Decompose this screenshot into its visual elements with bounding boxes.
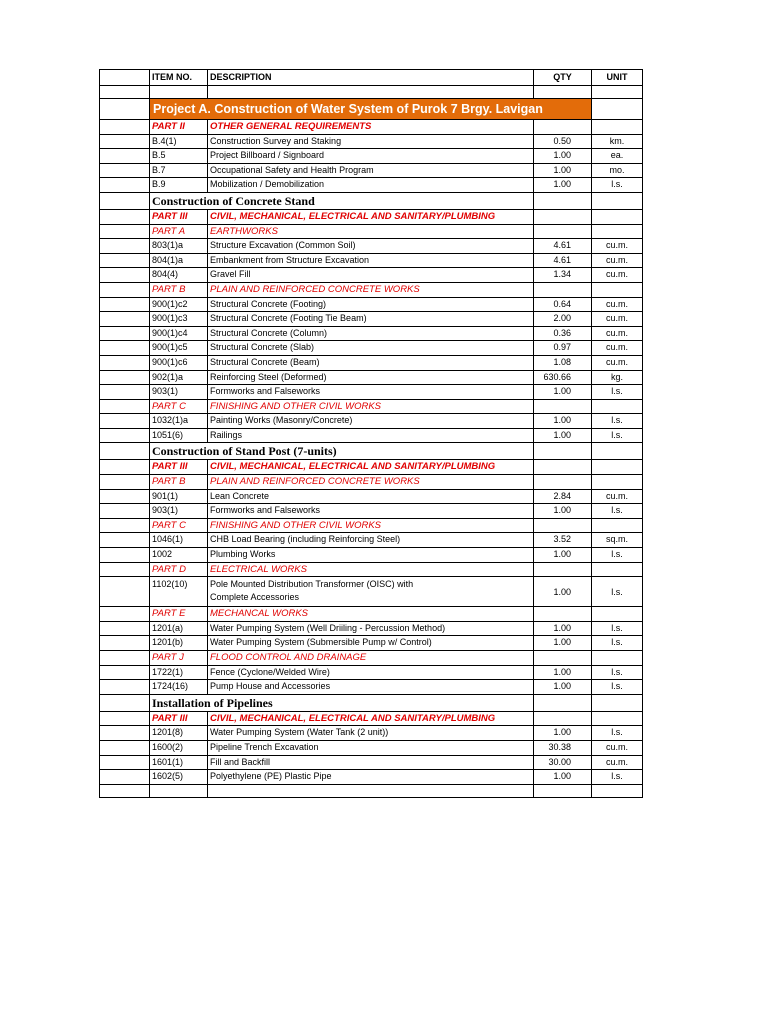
cell-blank bbox=[100, 385, 150, 400]
cell-blank bbox=[592, 711, 643, 726]
line-item-row bbox=[100, 428, 643, 443]
cell-blank bbox=[592, 99, 643, 120]
item-qty: 1.00 bbox=[534, 665, 592, 680]
cell-blank bbox=[100, 268, 150, 283]
line-item-row bbox=[100, 726, 643, 741]
item-unit: l.s. bbox=[592, 178, 643, 193]
cell-blank bbox=[100, 665, 150, 680]
item-description: Plumbing Works bbox=[208, 548, 534, 563]
line-item-row bbox=[100, 414, 643, 429]
section-heading-row bbox=[100, 192, 643, 209]
line-item-row bbox=[100, 740, 643, 755]
item-qty: 30.00 bbox=[534, 755, 592, 770]
item-unit: l.s. bbox=[592, 385, 643, 400]
item-no: 901(1) bbox=[150, 489, 208, 504]
section-title: Installation of Pipelines bbox=[150, 694, 534, 711]
item-description: Structure Excavation (Common Soil) bbox=[208, 239, 534, 254]
line-item-row bbox=[100, 770, 643, 785]
item-qty: 1.08 bbox=[534, 355, 592, 370]
part-code: PART III bbox=[150, 711, 208, 726]
cell-blank bbox=[100, 694, 150, 711]
section-title: Construction of Concrete Stand bbox=[150, 192, 534, 209]
cell-blank bbox=[100, 282, 150, 297]
item-description: Embankment from Structure Excavation bbox=[208, 253, 534, 268]
item-qty: 1.00 bbox=[534, 149, 592, 164]
cell-blank bbox=[534, 443, 592, 460]
item-unit: cu.m. bbox=[592, 740, 643, 755]
cell-blank bbox=[100, 120, 150, 135]
line-item-row bbox=[100, 577, 643, 607]
part-code: PART C bbox=[150, 518, 208, 533]
line-item-row bbox=[100, 178, 643, 193]
item-no: 1600(2) bbox=[150, 740, 208, 755]
section-heading-row bbox=[100, 443, 643, 460]
cell-blank bbox=[534, 475, 592, 490]
item-no: 900(1)c4 bbox=[150, 326, 208, 341]
item-no: 900(1)c5 bbox=[150, 341, 208, 356]
line-item-row bbox=[100, 297, 643, 312]
item-qty: 0.64 bbox=[534, 297, 592, 312]
header-row bbox=[100, 70, 643, 86]
item-unit: cu.m. bbox=[592, 239, 643, 254]
cell-blank bbox=[592, 209, 643, 224]
part-title: CIVIL, MECHANICAL, ELECTRICAL AND SANITARY/PLUMBING bbox=[208, 460, 534, 475]
item-unit: sq.m. bbox=[592, 533, 643, 548]
item-description-line: Complete Accessories bbox=[210, 592, 300, 603]
cell-blank bbox=[100, 651, 150, 666]
cell-blank bbox=[534, 651, 592, 666]
cell-blank bbox=[534, 209, 592, 224]
cell-blank bbox=[100, 475, 150, 490]
item-no: 900(1)c6 bbox=[150, 355, 208, 370]
cell-blank bbox=[100, 192, 150, 209]
item-description: CHB Load Bearing (including Reinforcing Steel) bbox=[208, 533, 534, 548]
boq-table-body bbox=[100, 70, 643, 798]
cell-blank bbox=[592, 192, 643, 209]
item-no: 1046(1) bbox=[150, 533, 208, 548]
line-item-row bbox=[100, 489, 643, 504]
item-qty: 1.00 bbox=[534, 428, 592, 443]
item-description: Polyethylene (PE) Plastic Pipe bbox=[208, 770, 534, 785]
item-unit: cu.m. bbox=[592, 326, 643, 341]
cell-blank bbox=[534, 399, 592, 414]
cell-blank bbox=[100, 489, 150, 504]
item-no: B.9 bbox=[150, 178, 208, 193]
cell-blank bbox=[534, 192, 592, 209]
item-no: 1602(5) bbox=[150, 770, 208, 785]
item-qty: 4.61 bbox=[534, 239, 592, 254]
item-no: 902(1)a bbox=[150, 370, 208, 385]
item-qty: 2.84 bbox=[534, 489, 592, 504]
cell-blank bbox=[100, 770, 150, 785]
cell-blank bbox=[592, 475, 643, 490]
item-no: 1002 bbox=[150, 548, 208, 563]
cell-blank bbox=[100, 239, 150, 254]
cell-blank bbox=[534, 694, 592, 711]
part-code: PART B bbox=[150, 475, 208, 490]
project-title-row bbox=[100, 99, 643, 120]
item-unit: cu.m. bbox=[592, 268, 643, 283]
cell-blank bbox=[534, 224, 592, 239]
item-unit: cu.m. bbox=[592, 253, 643, 268]
item-unit: cu.m. bbox=[592, 312, 643, 327]
cell-blank bbox=[100, 607, 150, 622]
item-description: Water Pumping System (Water Tank (2 unit)) bbox=[208, 726, 534, 741]
header-qty: QTY bbox=[534, 70, 592, 86]
part-code: PART III bbox=[150, 209, 208, 224]
cell-blank bbox=[592, 282, 643, 297]
cell-blank bbox=[592, 443, 643, 460]
item-qty: 1.00 bbox=[534, 621, 592, 636]
item-no: 903(1) bbox=[150, 504, 208, 519]
cell-blank bbox=[100, 399, 150, 414]
item-unit: km. bbox=[592, 134, 643, 149]
item-description: Lean Concrete bbox=[208, 489, 534, 504]
item-qty: 1.00 bbox=[534, 414, 592, 429]
item-qty: 30.38 bbox=[534, 740, 592, 755]
part-code: PART J bbox=[150, 651, 208, 666]
cell-blank bbox=[100, 134, 150, 149]
boq-table bbox=[99, 69, 643, 798]
part-title: PLAIN AND REINFORCED CONCRETE WORKS bbox=[208, 282, 534, 297]
item-description: Project Billboard / Signboard bbox=[208, 149, 534, 164]
cell-blank bbox=[100, 740, 150, 755]
item-no: 1051(6) bbox=[150, 428, 208, 443]
item-unit: cu.m. bbox=[592, 755, 643, 770]
line-item-row bbox=[100, 312, 643, 327]
part-title: OTHER GENERAL REQUIREMENTS bbox=[208, 120, 534, 135]
cell-blank bbox=[592, 460, 643, 475]
item-no: B.5 bbox=[150, 149, 208, 164]
item-unit: l.s. bbox=[592, 577, 643, 607]
cell-blank bbox=[100, 326, 150, 341]
item-qty: 1.00 bbox=[534, 770, 592, 785]
item-no: 1724(16) bbox=[150, 680, 208, 695]
cell-blank bbox=[592, 562, 643, 577]
part-title: FINISHING AND OTHER CIVIL WORKS bbox=[208, 399, 534, 414]
item-qty: 1.00 bbox=[534, 385, 592, 400]
spacer-row bbox=[100, 86, 643, 99]
line-item-row bbox=[100, 385, 643, 400]
part-code: PART E bbox=[150, 607, 208, 622]
item-unit: mo. bbox=[592, 163, 643, 178]
bill-of-quantities-sheet bbox=[99, 69, 642, 798]
line-item-row bbox=[100, 341, 643, 356]
item-description: Structural Concrete (Slab) bbox=[208, 341, 534, 356]
item-qty: 0.97 bbox=[534, 341, 592, 356]
item-no: 804(1)a bbox=[150, 253, 208, 268]
cell-blank bbox=[534, 282, 592, 297]
part-code: PART C bbox=[150, 399, 208, 414]
part-heading-row bbox=[100, 562, 643, 577]
item-description: Gravel Fill bbox=[208, 268, 534, 283]
item-description: Occupational Safety and Health Program bbox=[208, 163, 534, 178]
item-description: Water Pumping System (Submersible Pump w/ Control) bbox=[208, 636, 534, 651]
cell-blank bbox=[592, 518, 643, 533]
cell-blank bbox=[100, 621, 150, 636]
cell-blank bbox=[534, 518, 592, 533]
part-title: CIVIL, MECHANICAL, ELECTRICAL AND SANITARY/PLUMBING bbox=[208, 209, 534, 224]
part-title: FLOOD CONTROL AND DRAINAGE bbox=[208, 651, 534, 666]
line-item-row bbox=[100, 239, 643, 254]
cell-blank bbox=[100, 312, 150, 327]
item-no: 903(1) bbox=[150, 385, 208, 400]
header-item-no: ITEM NO. bbox=[150, 70, 208, 86]
cell-blank bbox=[534, 607, 592, 622]
section-heading-row bbox=[100, 694, 643, 711]
cell-blank bbox=[100, 755, 150, 770]
cell-blank bbox=[592, 86, 643, 99]
line-item-row bbox=[100, 755, 643, 770]
item-unit: cu.m. bbox=[592, 341, 643, 356]
cell-blank bbox=[534, 562, 592, 577]
part-title: PLAIN AND REINFORCED CONCRETE WORKS bbox=[208, 475, 534, 490]
cell-blank bbox=[100, 460, 150, 475]
cell-blank bbox=[150, 784, 208, 797]
cell-blank bbox=[100, 443, 150, 460]
cell-blank bbox=[534, 711, 592, 726]
item-unit: l.s. bbox=[592, 621, 643, 636]
cell-blank bbox=[534, 460, 592, 475]
item-description: Fill and Backfill bbox=[208, 755, 534, 770]
item-unit: l.s. bbox=[592, 414, 643, 429]
cell-blank bbox=[208, 784, 534, 797]
cell-blank bbox=[100, 86, 150, 99]
cell-blank bbox=[534, 784, 592, 797]
item-description: Painting Works (Masonry/Concrete) bbox=[208, 414, 534, 429]
cell-blank bbox=[592, 399, 643, 414]
item-unit: cu.m. bbox=[592, 355, 643, 370]
item-description: Fence (Cyclone/Welded Wire) bbox=[208, 665, 534, 680]
cell-blank bbox=[100, 726, 150, 741]
item-unit: l.s. bbox=[592, 504, 643, 519]
item-description: Railings bbox=[208, 428, 534, 443]
cell-blank bbox=[100, 577, 150, 607]
line-item-row bbox=[100, 149, 643, 164]
part-title: ELECTRICAL WORKS bbox=[208, 562, 534, 577]
item-no: 900(1)c2 bbox=[150, 297, 208, 312]
item-no: B.7 bbox=[150, 163, 208, 178]
cell-blank bbox=[592, 607, 643, 622]
part-heading-row bbox=[100, 224, 643, 239]
part-code: PART D bbox=[150, 562, 208, 577]
item-description bbox=[208, 577, 534, 607]
part-heading-row bbox=[100, 209, 643, 224]
part-heading-row bbox=[100, 282, 643, 297]
section-title: Construction of Stand Post (7-units) bbox=[150, 443, 534, 460]
item-qty: 1.00 bbox=[534, 636, 592, 651]
cell-blank bbox=[592, 120, 643, 135]
part-title: CIVIL, MECHANICAL, ELECTRICAL AND SANITARY/PLUMBING bbox=[208, 711, 534, 726]
item-qty: 3.52 bbox=[534, 533, 592, 548]
item-description: Mobilization / Demobilization bbox=[208, 178, 534, 193]
item-qty: 1.00 bbox=[534, 504, 592, 519]
cell-blank bbox=[100, 370, 150, 385]
item-description: Pipeline Trench Excavation bbox=[208, 740, 534, 755]
cell-blank bbox=[100, 163, 150, 178]
item-unit: l.s. bbox=[592, 680, 643, 695]
line-item-row bbox=[100, 504, 643, 519]
line-item-row bbox=[100, 326, 643, 341]
part-code: PART II bbox=[150, 120, 208, 135]
item-qty: 630.66 bbox=[534, 370, 592, 385]
item-no: 1722(1) bbox=[150, 665, 208, 680]
item-description: Formworks and Falseworks bbox=[208, 385, 534, 400]
item-qty: 1.00 bbox=[534, 178, 592, 193]
line-item-row bbox=[100, 134, 643, 149]
item-unit: l.s. bbox=[592, 726, 643, 741]
item-unit: l.s. bbox=[592, 548, 643, 563]
item-unit: cu.m. bbox=[592, 489, 643, 504]
cell-blank bbox=[100, 253, 150, 268]
line-item-row bbox=[100, 665, 643, 680]
line-item-row bbox=[100, 548, 643, 563]
part-heading-row bbox=[100, 607, 643, 622]
header-blank bbox=[100, 70, 150, 86]
item-unit: l.s. bbox=[592, 636, 643, 651]
header-unit: UNIT bbox=[592, 70, 643, 86]
part-heading-row bbox=[100, 399, 643, 414]
cell-blank bbox=[100, 178, 150, 193]
line-item-row bbox=[100, 253, 643, 268]
line-item-row bbox=[100, 163, 643, 178]
part-heading-row bbox=[100, 120, 643, 135]
cell-blank bbox=[100, 414, 150, 429]
cell-blank bbox=[100, 504, 150, 519]
cell-blank bbox=[592, 651, 643, 666]
item-unit: cu.m. bbox=[592, 297, 643, 312]
item-no: 1201(a) bbox=[150, 621, 208, 636]
cell-blank bbox=[100, 224, 150, 239]
item-unit: kg. bbox=[592, 370, 643, 385]
line-item-row bbox=[100, 370, 643, 385]
item-description: Formworks and Falseworks bbox=[208, 504, 534, 519]
cell-blank bbox=[100, 636, 150, 651]
line-item-row bbox=[100, 355, 643, 370]
item-description: Structural Concrete (Footing Tie Beam) bbox=[208, 312, 534, 327]
cell-blank bbox=[534, 86, 592, 99]
part-heading-row bbox=[100, 475, 643, 490]
part-heading-row bbox=[100, 651, 643, 666]
cell-blank bbox=[100, 341, 150, 356]
part-heading-row bbox=[100, 711, 643, 726]
item-no: B.4(1) bbox=[150, 134, 208, 149]
line-item-row bbox=[100, 621, 643, 636]
cell-blank bbox=[100, 209, 150, 224]
item-description: Structural Concrete (Column) bbox=[208, 326, 534, 341]
line-item-row bbox=[100, 636, 643, 651]
item-no: 900(1)c3 bbox=[150, 312, 208, 327]
item-qty: 0.50 bbox=[534, 134, 592, 149]
item-description: Water Pumping System (Well Driiling - Percussion Method) bbox=[208, 621, 534, 636]
cell-blank bbox=[100, 428, 150, 443]
item-qty: 1.00 bbox=[534, 163, 592, 178]
cell-blank bbox=[150, 86, 208, 99]
item-no: 1201(8) bbox=[150, 726, 208, 741]
line-item-row bbox=[100, 268, 643, 283]
cell-blank bbox=[100, 99, 150, 120]
part-heading-row bbox=[100, 518, 643, 533]
part-title: FINISHING AND OTHER CIVIL WORKS bbox=[208, 518, 534, 533]
item-no: 803(1)a bbox=[150, 239, 208, 254]
spacer-row bbox=[100, 784, 643, 797]
item-no: 1201(b) bbox=[150, 636, 208, 651]
item-description-line: Pole Mounted Distribution Transformer (OISC) with bbox=[210, 579, 414, 590]
item-no: 1102(10) bbox=[150, 577, 208, 607]
part-heading-row bbox=[100, 460, 643, 475]
item-no: 804(4) bbox=[150, 268, 208, 283]
item-no: 1032(1)a bbox=[150, 414, 208, 429]
cell-blank bbox=[100, 680, 150, 695]
item-description: Reinforcing Steel (Deformed) bbox=[208, 370, 534, 385]
item-qty: 2.00 bbox=[534, 312, 592, 327]
item-description: Structural Concrete (Beam) bbox=[208, 355, 534, 370]
item-unit: l.s. bbox=[592, 428, 643, 443]
cell-blank bbox=[208, 86, 534, 99]
part-code: PART III bbox=[150, 460, 208, 475]
part-title: MECHANCAL WORKS bbox=[208, 607, 534, 622]
cell-blank bbox=[100, 355, 150, 370]
cell-blank bbox=[592, 224, 643, 239]
item-qty: 0.36 bbox=[534, 326, 592, 341]
item-unit: l.s. bbox=[592, 665, 643, 680]
cell-blank bbox=[100, 711, 150, 726]
line-item-row bbox=[100, 533, 643, 548]
cell-blank bbox=[534, 120, 592, 135]
item-qty: 4.61 bbox=[534, 253, 592, 268]
cell-blank bbox=[100, 784, 150, 797]
cell-blank bbox=[100, 533, 150, 548]
part-code: PART A bbox=[150, 224, 208, 239]
cell-blank bbox=[592, 694, 643, 711]
item-no: 1601(1) bbox=[150, 755, 208, 770]
cell-blank bbox=[100, 297, 150, 312]
item-description: Pump House and Accessories bbox=[208, 680, 534, 695]
project-title: Project A. Construction of Water System of Purok 7 Brgy. Lavigan bbox=[150, 99, 592, 120]
header-description: DESCRIPTION bbox=[208, 70, 534, 86]
item-qty: 1.00 bbox=[534, 680, 592, 695]
cell-blank bbox=[100, 518, 150, 533]
part-title: EARTHWORKS bbox=[208, 224, 534, 239]
item-qty: 1.00 bbox=[534, 577, 592, 607]
cell-blank bbox=[100, 149, 150, 164]
item-qty: 1.00 bbox=[534, 548, 592, 563]
item-unit: ea. bbox=[592, 149, 643, 164]
cell-blank bbox=[100, 562, 150, 577]
item-qty: 1.00 bbox=[534, 726, 592, 741]
line-item-row bbox=[100, 680, 643, 695]
item-unit: l.s. bbox=[592, 770, 643, 785]
item-description: Structural Concrete (Footing) bbox=[208, 297, 534, 312]
cell-blank bbox=[100, 548, 150, 563]
item-qty: 1.34 bbox=[534, 268, 592, 283]
part-code: PART B bbox=[150, 282, 208, 297]
cell-blank bbox=[592, 784, 643, 797]
item-description: Construction Survey and Staking bbox=[208, 134, 534, 149]
